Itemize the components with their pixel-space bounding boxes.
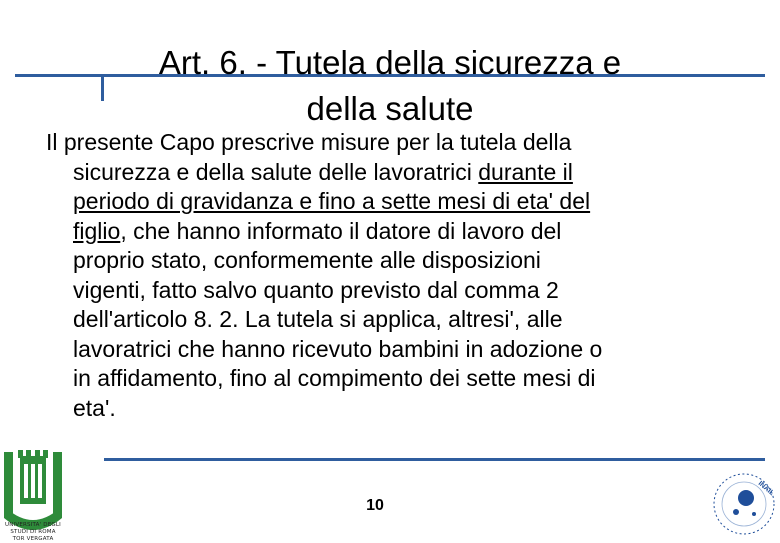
body-line-5: proprio stato, conformemente alle disposizioni: [73, 247, 541, 273]
body-line-9: in affidamento, fino al compimento dei sette mesi di: [73, 365, 596, 391]
body-line-2: [46, 158, 726, 188]
body-line-4-text: , che hanno informato il datore di lavoro del: [120, 217, 562, 244]
body-paragraph: [46, 128, 726, 423]
slide-title-line-1: Art. 6. - Tutela della sicurezza e: [158, 44, 622, 81]
body-line-3-underlined: periodo di gravidanza e fino a sette mesi di eta' del: [73, 188, 591, 214]
body-line-10: eta'.: [73, 394, 116, 421]
body-line-7: dell'articolo 8. 2. La tutela si applica, altresi', alle: [73, 306, 563, 332]
body-line-3: [46, 187, 726, 217]
page-number: 10: [366, 497, 384, 514]
body-line-1: Il presente Capo prescrive misure per la tutela della: [46, 129, 572, 155]
body-line-6: vigenti, fatto salvo quanto previsto dal comma 2: [73, 276, 559, 303]
body-line-4: [46, 217, 726, 247]
body-line-8: lavoratrici che hanno ricevuto bambini in adozione o: [73, 335, 603, 362]
university-caption-line-1: UNIVERSITA' DEGLI STUDI DI ROMA: [5, 522, 61, 535]
body-line-2-underlined: durante il: [478, 158, 573, 185]
body-line-4-underlined: figlio: [73, 217, 121, 244]
seal-logo-icon: [708, 468, 780, 540]
body-line-2-text: sicurezza e della salute delle lavoratrici: [73, 158, 479, 185]
footer-rule: [104, 458, 765, 461]
slide-title-line-2: della salute: [306, 90, 474, 127]
university-caption-line-2: TOR VERGATA: [12, 536, 54, 542]
slide-title: [60, 40, 720, 132]
seal-caption: INAIL: [756, 480, 776, 498]
slide-body: [46, 128, 726, 423]
